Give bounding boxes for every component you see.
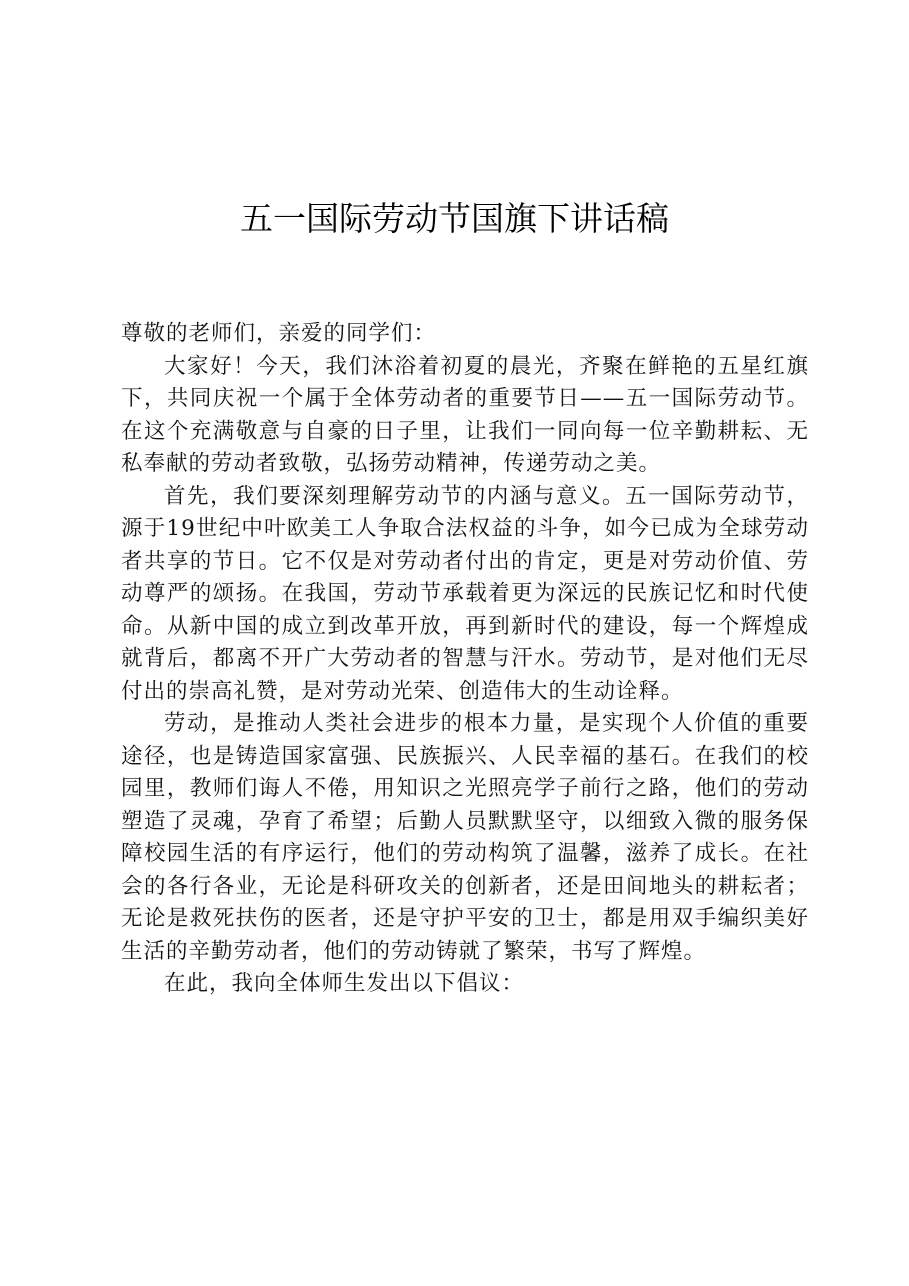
- salutation: 尊敬的老师们，亲爱的同学们：: [121, 321, 437, 346]
- document-title: 五一国际劳动节国旗下讲话稿: [240, 199, 669, 238]
- paragraph-proposal-intro: 在此，我向全体师生发出以下倡议：: [164, 971, 525, 996]
- paragraph-opening: 大家好！今天，我们沐浴着初夏的晨光，齐聚在鲜艳的五星红旗下，共同庆祝一个属于全体劳动者的重要节日——五一国际劳动节。在这个充满敬意与自豪的日子里，让我们一同向每一位辛勤耕耘、无私奉献的劳动者致敬，弘扬劳动精神，传递劳动之美。: [121, 353, 809, 476]
- document-body: [121, 318, 809, 1001]
- paragraph-meaning: 首先，我们要深刻理解劳动节的内涵与意义。五一国际劳动节，源于19世纪中叶欧美工人争取合法权益的斗争，如今已成为全球劳动者共享的节日。它不仅是对劳动者付出的肯定，更是对劳动价值、劳动尊严的颂扬。在我国，劳动节承载着更为深远的民族记忆和时代使命。从新中国的成立到改革开放，再到新时代的建设，每一个辉煌成就背后，都离不开广大劳动者的智慧与汗水。劳动节，是对他们无尽付出的崇高礼赞，是对劳动光荣、创造伟大的生动诠释。: [121, 483, 809, 704]
- paragraph-labor-value: 劳动，是推动人类社会进步的根本力量，是实现个人价值的重要途径，也是铸造国家富强、民族振兴、人民幸福的基石。在我们的校园里，教师们诲人不倦，用知识之光照亮学子前行之路，他们的劳动塑造了灵魂，孕育了希望；后勤人员默默坚守，以细致入微的服务保障校园生活的有序运行，他们的劳动构筑了温馨，滋养了成长。在社会的各行各业，无论是科研攻关的创新者，还是田间地头的耕耘者；无论是救死扶伤的医者，还是守护平安的卫士，都是用双手编织美好生活的辛勤劳动者，他们的劳动铸就了繁荣，书写了辉煌。: [121, 711, 809, 964]
